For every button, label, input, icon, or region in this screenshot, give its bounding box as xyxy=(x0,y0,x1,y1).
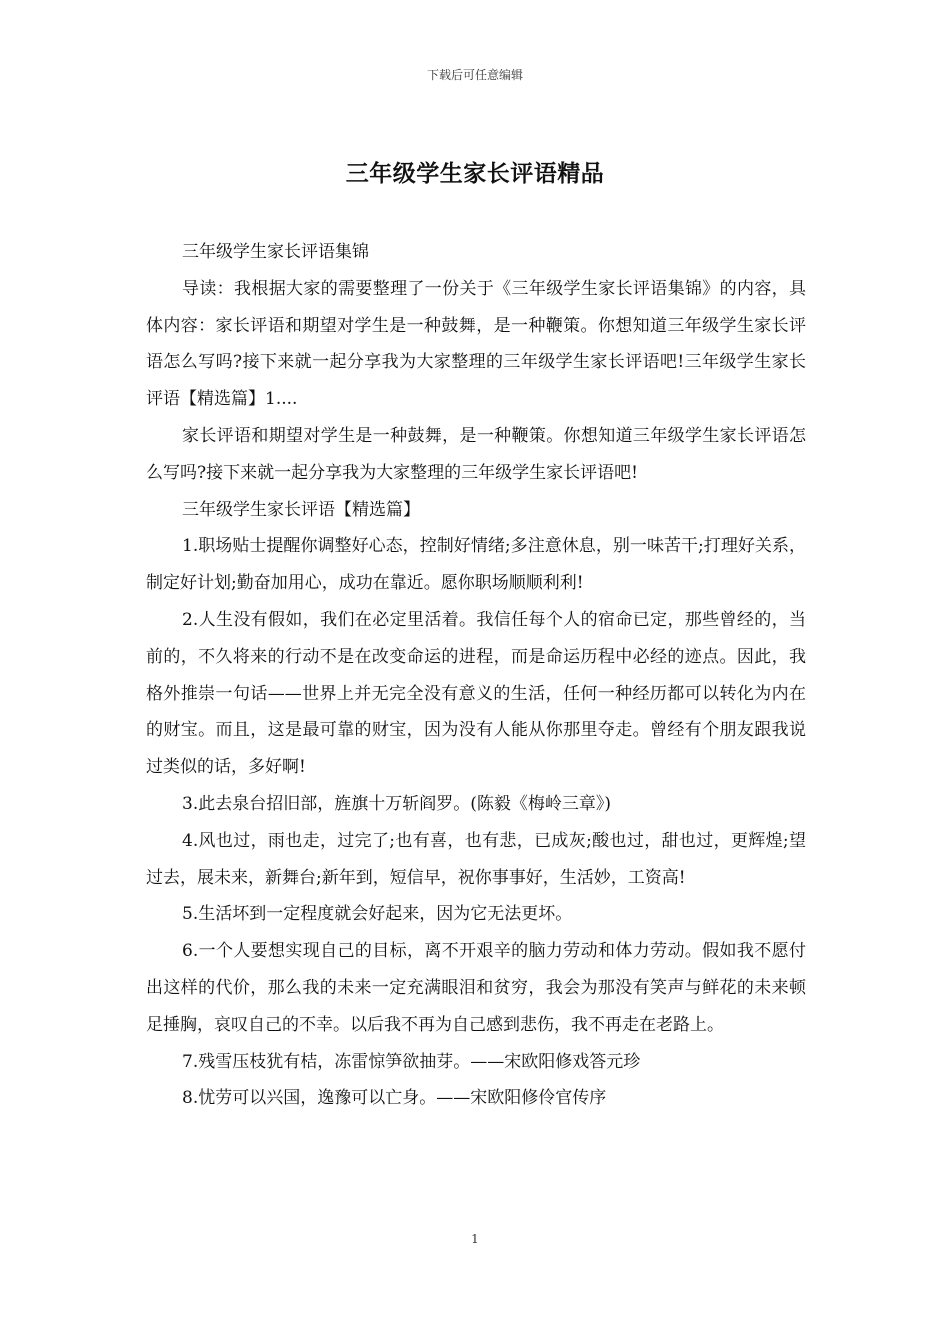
page-number: 1 xyxy=(471,1232,479,1246)
list-item-4: 4.风也过，雨也走，过完了;也有喜，也有悲，已成灰;酸也过，甜也过，更辉煌;望过去，展未来，新舞台;新年到，短信早，祝你事事好，生活妙，工资高! xyxy=(146,830,806,888)
subtitle-paragraph: 三年级学生家长评语集锦 xyxy=(182,242,369,262)
section-heading: 三年级学生家长评语【精选篇】 xyxy=(182,499,420,520)
list-item-2: 2.人生没有假如，我们在必定里活着。我信任每个人的宿命已定，那些曾经的，当前的，不久将来的行动不是在改变命运的进程，而是命运历程中必经的迹点。因此，我格外推崇一句话——世界上并无完全没有意义的生活，任何一种经历都可以转化为内在的财宝。而且，这是最可靠的财宝，因为没有人能从你那里夺走。曾经有个朋友跟我说过类似的话，多好啊! xyxy=(146,609,806,778)
list-item-1: 1.职场贴士提醒你调整好心态，控制好情绪;多注意休息，别一味苦干;打理好关系，制定好计划;勤奋加用心，成功在靠近。愿你职场顺顺利利! xyxy=(146,536,806,594)
list-item-6: 6.一个人要想实现自己的目标，离不开艰辛的脑力劳动和体力劳动。假如我不愿付出这样的代价，那么我的未来一定充满眼泪和贫穷，我会为那没有笑声与鲜花的未来顿足捶胸，哀叹自己的不幸。以后我不再为自己感到悲伤，我不再走在老路上。 xyxy=(146,941,806,1035)
list-item-8: 8.忧劳可以兴国，逸豫可以亡身。——宋欧阳修伶官传序 xyxy=(182,1088,607,1109)
document-title: 三年级学生家长评语精品 xyxy=(345,160,605,187)
list-item-5: 5.生活坏到一定程度就会好起来，因为它无法更坏。 xyxy=(182,904,573,925)
list-item-3: 3.此去泉台招旧部，旌旗十万斩阎罗。(陈毅《梅岭三章》) xyxy=(182,793,611,814)
body-paragraph: 家长评语和期望对学生是一种鼓舞，是一种鞭策。你想知道三年级学生家长评语怎么写吗?接下来就一起分享我为大家整理的三年级学生家长评语吧! xyxy=(146,425,806,483)
document-body xyxy=(146,234,806,1117)
header-note: 下载后可任意编辑 xyxy=(426,68,523,82)
list-item-7: 7.残雪压枝犹有桔，冻雷惊笋欲抽芽。——宋欧阳修戏答元珍 xyxy=(182,1051,641,1072)
intro-paragraph: 导读：我根据大家的需要整理了一份关于《三年级学生家长评语集锦》的内容，具体内容：家长评语和期望对学生是一种鼓舞，是一种鞭策。你想知道三年级学生家长评语怎么写吗?接下来就一起分享我为大家整理的三年级学生家长评语吧!三年级学生家长评语【精选篇】1.... xyxy=(146,278,806,410)
